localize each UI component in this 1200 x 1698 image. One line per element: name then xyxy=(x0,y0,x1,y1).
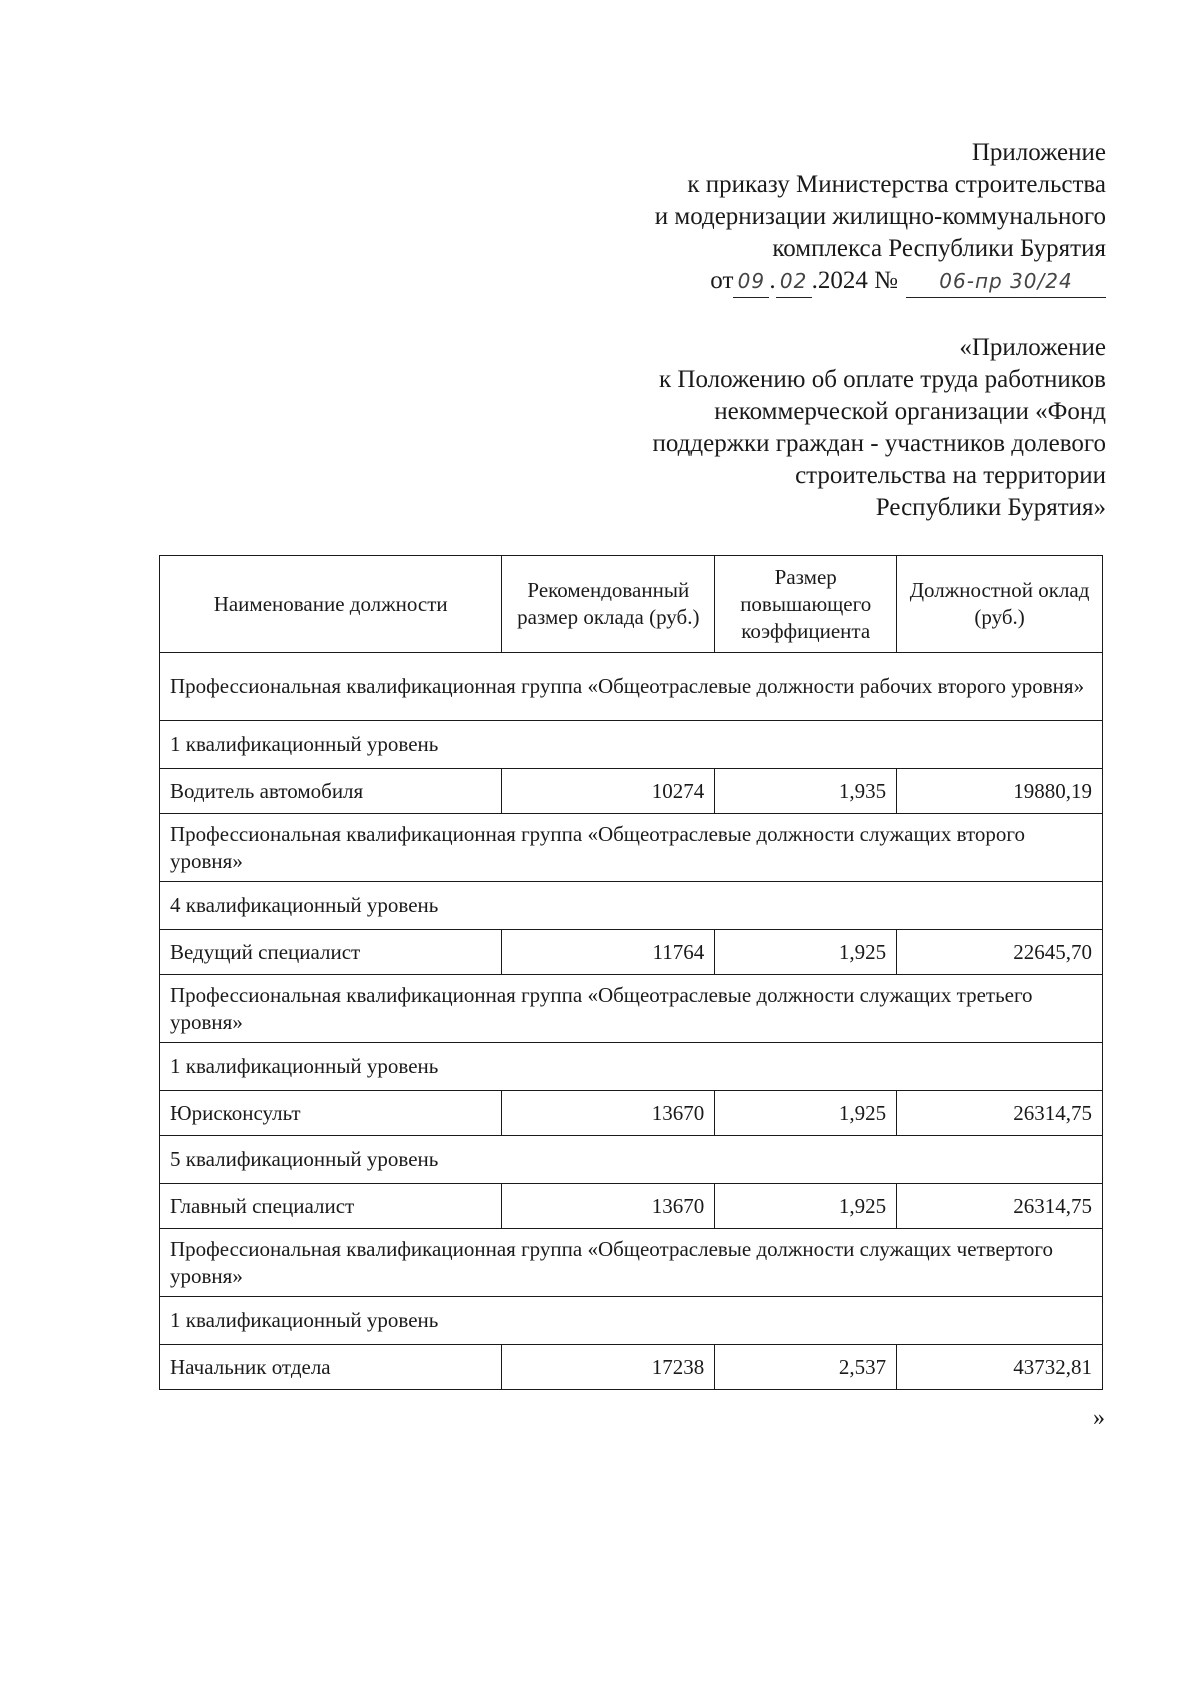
header-line: и модернизации жилищно-коммунального xyxy=(654,203,1106,230)
handwritten-order-number: 06-пр 30/24 xyxy=(906,265,1106,298)
date-prefix: от xyxy=(710,267,734,294)
coefficient: 1,925 xyxy=(715,930,897,975)
table-row xyxy=(160,1091,1103,1136)
position-name: Ведущий специалист xyxy=(160,930,502,975)
appendix-line: строительства на территории xyxy=(795,462,1106,489)
table-row xyxy=(160,1184,1103,1229)
recommended-salary: 17238 xyxy=(502,1345,715,1390)
group-row xyxy=(160,814,1103,882)
position-name: Водитель автомобиля xyxy=(160,769,502,814)
coefficient: 1,925 xyxy=(715,1091,897,1136)
qualification-level: 1 квалификационный уровень xyxy=(160,721,1103,769)
table-body xyxy=(160,653,1103,1390)
salary-table xyxy=(159,555,1103,1390)
official-salary: 22645,70 xyxy=(897,930,1103,975)
order-header xyxy=(546,137,1106,298)
official-salary: 43732,81 xyxy=(897,1345,1103,1390)
qualification-group: Профессиональная квалификационная группа «Общеотраслевые должности служащих четвертого уровня» xyxy=(160,1229,1103,1297)
header-position-name: Наименование должности xyxy=(160,556,502,653)
appendix-line: Республики Бурятия» xyxy=(875,494,1106,521)
group-row xyxy=(160,975,1103,1043)
header-coefficient: Размер повышающего коэффициента xyxy=(715,556,897,653)
qualification-group: Профессиональная квалификационная группа «Общеотраслевые должности служащих второго уровня» xyxy=(160,814,1103,882)
recommended-salary: 13670 xyxy=(502,1091,715,1136)
official-salary: 26314,75 xyxy=(897,1184,1103,1229)
table-header-row xyxy=(160,556,1103,653)
appendix-line: некоммерческой организации «Фонд xyxy=(714,398,1106,425)
header-line: комплекса Республики Бурятия xyxy=(772,235,1106,262)
table-row xyxy=(160,769,1103,814)
coefficient: 1,925 xyxy=(715,1184,897,1229)
date-year: .2024 № xyxy=(811,267,898,294)
level-row xyxy=(160,1136,1103,1184)
appendix-line: поддержки граждан - участников долевого xyxy=(652,430,1106,457)
header-line: Приложение xyxy=(971,139,1106,166)
date-separator: . xyxy=(769,267,776,294)
official-salary: 26314,75 xyxy=(897,1091,1103,1136)
qualification-level: 1 квалификационный уровень xyxy=(160,1043,1103,1091)
position-name: Начальник отдела xyxy=(160,1345,502,1390)
recommended-salary: 10274 xyxy=(502,769,715,814)
qualification-group: Профессиональная квалификационная группа «Общеотраслевые должности служащих третьего уровня» xyxy=(160,975,1103,1043)
appendix-header xyxy=(546,332,1106,524)
level-row xyxy=(160,1297,1103,1345)
group-row xyxy=(160,653,1103,721)
handwritten-month: 02 xyxy=(776,265,812,298)
position-name: Юрисконсульт xyxy=(160,1091,502,1136)
recommended-salary: 13670 xyxy=(502,1184,715,1229)
qualification-level: 4 квалификационный уровень xyxy=(160,882,1103,930)
header-line: к приказу Министерства строительства xyxy=(687,171,1106,198)
level-row xyxy=(160,1043,1103,1091)
order-date-line xyxy=(546,265,1106,298)
group-row xyxy=(160,1229,1103,1297)
coefficient: 1,935 xyxy=(715,769,897,814)
handwritten-day: 09 xyxy=(733,265,769,298)
qualification-level: 1 квалификационный уровень xyxy=(160,1297,1103,1345)
recommended-salary: 11764 xyxy=(502,930,715,975)
table-row xyxy=(160,930,1103,975)
appendix-line: к Положению об оплате труда работников xyxy=(659,366,1106,393)
closing-quote: » xyxy=(1093,1405,1105,1431)
header-official-salary: Должностной оклад (руб.) xyxy=(897,556,1103,653)
qualification-level: 5 квалификационный уровень xyxy=(160,1136,1103,1184)
position-name: Главный специалист xyxy=(160,1184,502,1229)
official-salary: 19880,19 xyxy=(897,769,1103,814)
level-row xyxy=(160,882,1103,930)
coefficient: 2,537 xyxy=(715,1345,897,1390)
appendix-line: «Приложение xyxy=(959,334,1106,361)
qualification-group: Профессиональная квалификационная группа «Общеотраслевые должности рабочих второго уровня» xyxy=(160,653,1103,721)
table-row xyxy=(160,1345,1103,1390)
header-recommended-salary: Рекомендованный размер оклада (руб.) xyxy=(502,556,715,653)
level-row xyxy=(160,721,1103,769)
